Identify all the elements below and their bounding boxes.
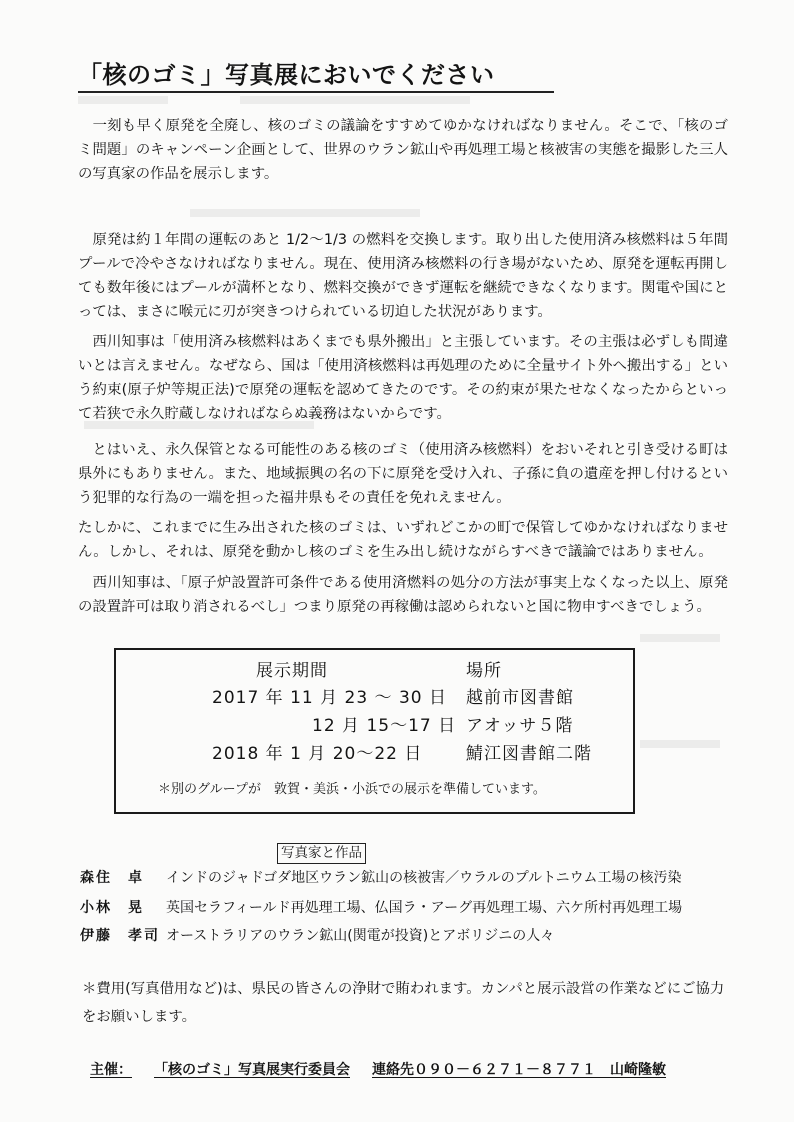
organizer-line bbox=[90, 1060, 710, 1080]
bleed-through-mark bbox=[190, 209, 420, 217]
event-venue: アオッサ５階 bbox=[466, 716, 574, 736]
organizer-name: 「核のゴミ」写真展実行委員会 bbox=[154, 1062, 350, 1078]
paragraph-storage: たしかに、これまでに生み出された核のゴミは、いずれどこかの町で保管してゆかなければなりません。しかし、それは、原発を動かし核のゴミを生み出し続けながらすべきで議論ではありません。 bbox=[78, 520, 728, 560]
artist-work: オーストラリアのウラン鉱山(関電が投資)とアボリジニの人々 bbox=[166, 928, 555, 944]
artist-name: 小林 晃 bbox=[80, 900, 144, 916]
event-schedule-box bbox=[114, 648, 635, 814]
paragraph-responsibility: とはいえ、永久保管となる可能性のある核のゴミ（使用済み核燃料）をおいそれと引き受ける町は県外にもありません。また、地域振興の名の下に原発を受け入れ、子孫に負の遺産を押し付けるという犯罪的な行為の一端を担った福井県もその責任を免れえません。 bbox=[78, 442, 728, 506]
event-venue: 鯖江図書館二階 bbox=[466, 744, 592, 764]
cost-note: ＊費用(写真借用など)は、県民の皆さんの浄財で賄われます。カンパと展示設営の作業などにご協力をお願いします。 bbox=[82, 981, 725, 1025]
paragraph-appeal: 西川知事は、「原子炉設置許可条件である使用済燃料の処分の方法が事実上なくなった以上、原発の設置許可は取り消されるべし」つまり原発の再稼働は認められないと国に物申すべきでしょう。 bbox=[78, 575, 728, 615]
bleed-through-mark bbox=[640, 740, 720, 748]
organizer-label: 主催： bbox=[90, 1062, 132, 1078]
artist-work: インドのジャドゴダ地区ウラン鉱山の核被害／ウラルのプルトニウム工場の核汚染 bbox=[166, 870, 682, 886]
page-title: 「核のゴミ」写真展においでください bbox=[78, 61, 495, 89]
artist-name: 森住 卓 bbox=[80, 870, 144, 886]
event-place-heading: 場所 bbox=[466, 661, 502, 681]
event-date: 12 月 15～17 日 bbox=[312, 716, 457, 736]
artist-work: 英国セラフィールド再処理工場、仏国ラ・アーグ再処理工場、六ケ所村再処理工場 bbox=[166, 900, 683, 916]
paragraph-fuel: 原発は約１年間の運転のあと 1/2～1/3 の燃料を交換します。取り出した使用済み核燃料は５年間プールで冷やさなければなりません。現在、使用済み核燃料の行き場がないため、原発を運転再開しても数年後にはプールが満杯となり、燃料交換ができず運転を継続できなくなります。関電や国にとっては、まさに喉元に刃が突きつけられている切迫した状況があります。 bbox=[78, 232, 728, 320]
event-note: ＊別のグループが 敦賀・美浜・小浜での展示を準備しています。 bbox=[158, 782, 546, 797]
organizer-contact: 連絡先０９０－６２７１－８７７１ 山崎隆敏 bbox=[372, 1062, 666, 1078]
event-date: 2017 年 11 月 23 ～ 30 日 bbox=[212, 688, 447, 708]
artist-name: 伊藤 孝司 bbox=[80, 928, 160, 944]
paragraph-governor: 西川知事は「使用済み核燃料はあくまでも県外搬出」と主張しています。その主張は必ずしも間違いとは言えません。なぜなら、国は「使用済核燃料は再処理のために全量サイト外へ搬出する」という約束(原子炉等規正法)で原発の運転を認めてきたのです。その約束が果たせなくなったからといって若狭で永久貯蔵しなければならぬ義務はないからです。 bbox=[78, 334, 728, 422]
event-period-heading: 展示期間 bbox=[256, 661, 328, 681]
bleed-through-mark bbox=[640, 634, 720, 642]
paragraph-intro: 一刻も早く原発を全廃し、核のゴミの議論をすすめてゆかなければなりません。そこで、「核のゴミ問題」のキャンペーン企画として、世界のウラン鉱山や再処理工場と核被害の実態を撮影した三人の写真家の作品を展示します。 bbox=[78, 118, 728, 182]
event-date: 2018 年 1 月 20～22 日 bbox=[212, 744, 423, 764]
bleed-through-mark bbox=[240, 96, 470, 104]
bleed-through-mark bbox=[78, 96, 168, 104]
artists-section-label: 写真家と作品 bbox=[277, 843, 366, 864]
title-underline bbox=[78, 91, 554, 93]
event-venue: 越前市図書館 bbox=[466, 688, 574, 708]
